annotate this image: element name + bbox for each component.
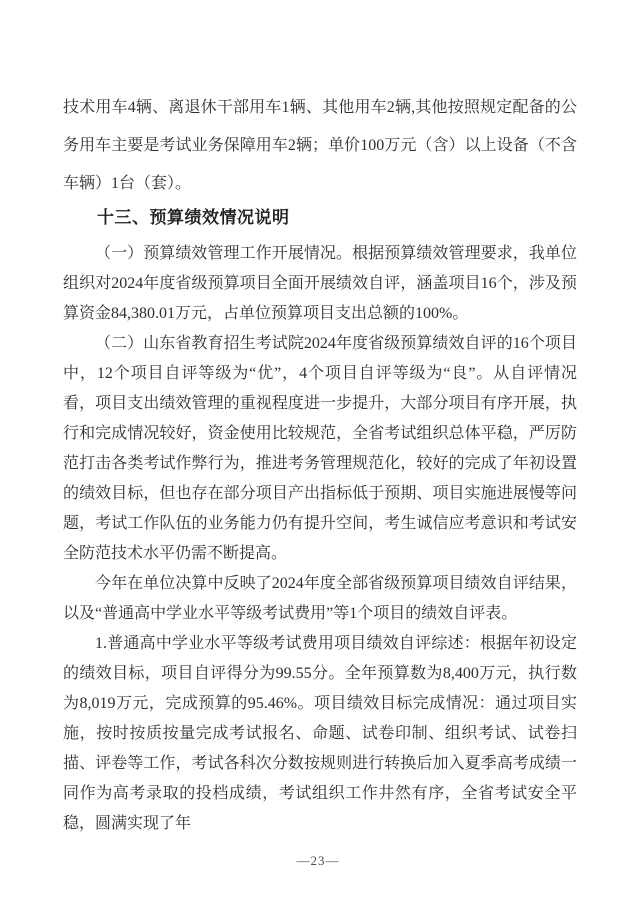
page-content [63, 0, 577, 839]
paragraph-self-evaluation-results: （二）山东省教育招生考试院2024年度省级预算绩效自评的16个项目中，12个项目自评等级为“优”，4个项目自评等级为“良”。从自评情况看，项目支出绩效管理的重视程度进一步提升，大部分项目有序开展，执行和完成情况较好，资金使用比较规范，全省考试组织总体平稳，严厉防范打击各类考试作弊行为，推进考务管理规范化，较好的完成了年初设置的绩效目标，但也存在部分项目产出指标低于预期、项目实施进展慢等问题，考试工作队伍的业务能力仍有提升空间，考生诚信应考意识和考试安全防范技术水平仍需不断提高。 [63, 335, 577, 562]
continuation-paragraph: 技术用车4辆、离退休干部用车1辆、其他用车2辆,其他按照规定配备的公务用车主要是考试业务保障用车2辆；单价100万元（含）以上设备（不含车辆）1台（套）。 [63, 99, 577, 192]
section-heading: 十三、预算绩效情况说明 [97, 208, 290, 227]
paragraph-exam-fee-project-summary: 1.普通高中学业水平等级考试费用项目绩效自评综述：根据年初设定的绩效目标，项目自评得分为99.55分。全年预算数为8,400万元，执行数为8,019万元，完成预算的95.46%。项目绩效目标完成情况：通过项目实施，按时按质按量完成考试报名、命题、试卷印制、组织考试、试卷扫描、评卷等工作，考试各科次分数按规则进行转换后加入夏季高考成绩一同作为高考录取的投档成绩，考试组织工作井然有序，全省考试安全平稳，圆满实现了年 [63, 635, 577, 832]
paragraph-budget-performance-overview: （一）预算绩效管理工作开展情况。根据预算绩效管理要求，我单位组织对2024年度省级预算项目全面开展绩效自评，涵盖项目16个，涉及预算资金84,380.01万元，占单位预算项目支出总额的100%。 [63, 245, 577, 322]
page-footer [0, 852, 636, 870]
page-number: —23— [296, 853, 340, 868]
paragraph-final-accounts-reflection: 今年在单位决算中反映了2024年度全部省级预算项目绩效自评结果，以及“普通高中学业水平等级考试费用”等1个项目的绩效自评表。 [63, 575, 577, 622]
